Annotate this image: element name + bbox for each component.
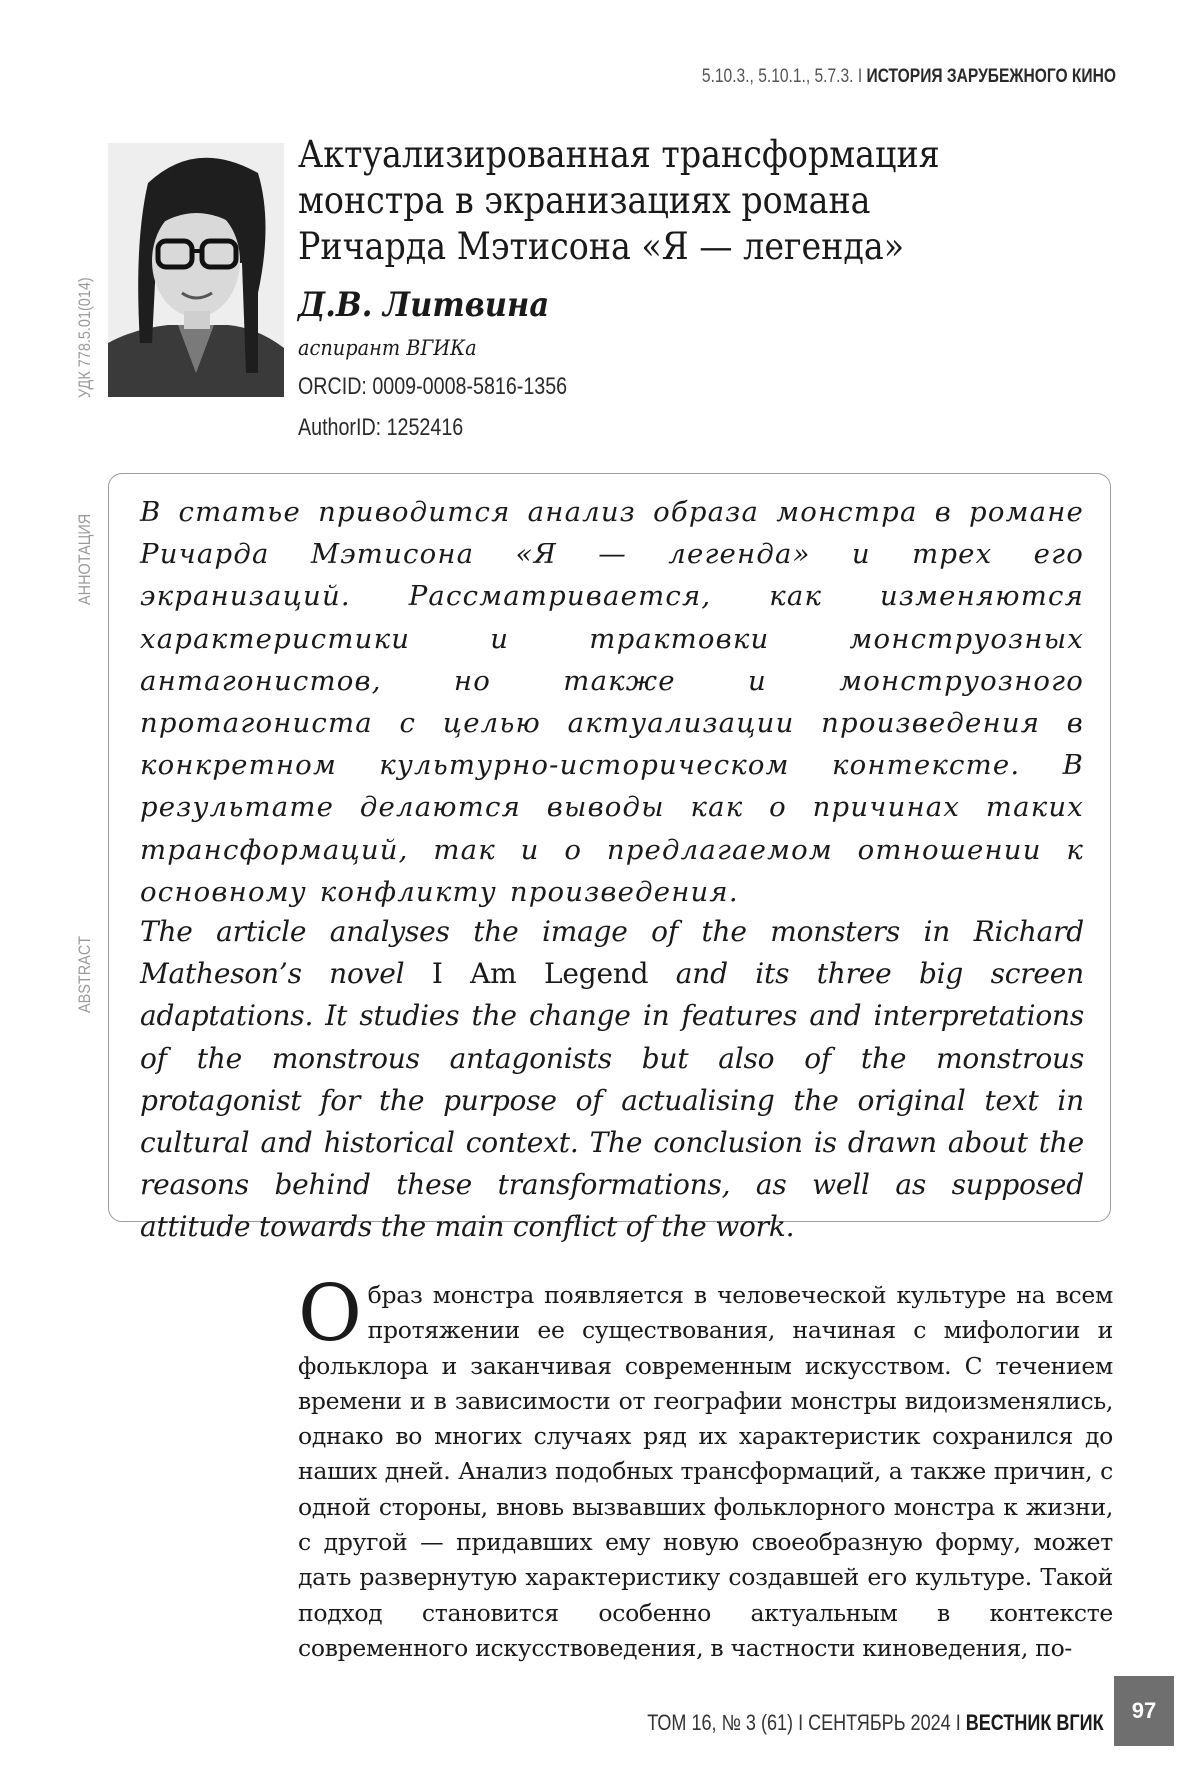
header-rubric: ИСТОРИЯ ЗАРУБЕЖНОГО КИНО xyxy=(866,66,1116,87)
footer-journal: ВЕСТНИК ВГИК xyxy=(966,1710,1104,1735)
annotation-label: АННОТАЦИЯ xyxy=(75,514,95,605)
abstract-en-part2: and its three big screen adaptations. It studies the change in features and interpretations of the monstrous antagonists but also of the monstrous protagonist for the purpose of actualising the original text in cultural and historical context. The conclusion is drawn about the reasons behind these transformations, as well as supposed attitude towards the main conflict of the work. xyxy=(140,957,1084,1243)
author-orcid: ORCID: 0009-0008-5816-1356 xyxy=(298,373,567,401)
author-portrait-image xyxy=(108,143,284,397)
author-photo xyxy=(108,143,284,397)
annotation-ru-text: В статье приводится анализ образа монстра в романе Ричарда Мэтисона «Я — легенда» и трех его экранизаций. Рассматривается, как изменяются характеристики и трактовки монструозных антагонистов, но также и монструозного протагониста с целью актуализации произведения в конкретном культурно-историческом контексте. В результате делаются выводы как о причинах таких трансформаций, так и о предлагаемом отношении к основному конфликту произведения. xyxy=(140,491,1084,913)
abstract-en-text xyxy=(140,911,1084,1249)
author-role: аспирант ВГИКа xyxy=(298,336,477,360)
body-text: браз монстра появляется в человеческой культуре на всем протяжении ее существования, начиная с мифологии и фольклора и заканчивая современным искусством. С течением времени и в зависимости от географии монстры видоизменялись, однако во многих случаях ряд их характеристик сохранился до наших дней. Анализ подобных трансформаций, а также причин, с одной стороны, вновь вызвавших фольклорного монстра к жизни, с другой — придавших ему новую своеобразную форму, может дать развернутую характеристику создавшей его культуре. Такой подход становится особенно актуальным в контексте современного искусствоведения, в частности киноведения, по- xyxy=(298,1281,1113,1662)
drop-cap: О xyxy=(298,1282,362,1346)
header-codes: 5.10.3., 5.10.1., 5.7.3. xyxy=(702,66,854,87)
author-name: Д.В. Литвина xyxy=(298,285,549,325)
header-separator: I xyxy=(853,66,866,87)
author-authorid: AuthorID: 1252416 xyxy=(298,414,463,442)
footer-issue: ТОМ 16, № 3 (61) I СЕНТЯБРЬ 2024 I xyxy=(648,1710,967,1735)
page-number: 97 xyxy=(1114,1676,1174,1746)
article-title: Актуализированная трансформация монстра в экранизациях романа Ричарда Мэтисона «Я — легенда» xyxy=(298,132,1018,270)
running-header xyxy=(702,66,1116,88)
page-footer xyxy=(547,1710,1112,1736)
udk-label: УДК 778.5.01(014) xyxy=(75,277,95,398)
footer-text xyxy=(648,1710,1104,1736)
abstract-label: ABSTRACT xyxy=(75,936,95,1013)
abstract-en-part1: The article analyses the image of the monsters in Richard Matheson’s novel xyxy=(140,915,1084,990)
abstract-en-book-title: I Am Legend xyxy=(432,957,649,990)
body-paragraph xyxy=(298,1278,1113,1666)
